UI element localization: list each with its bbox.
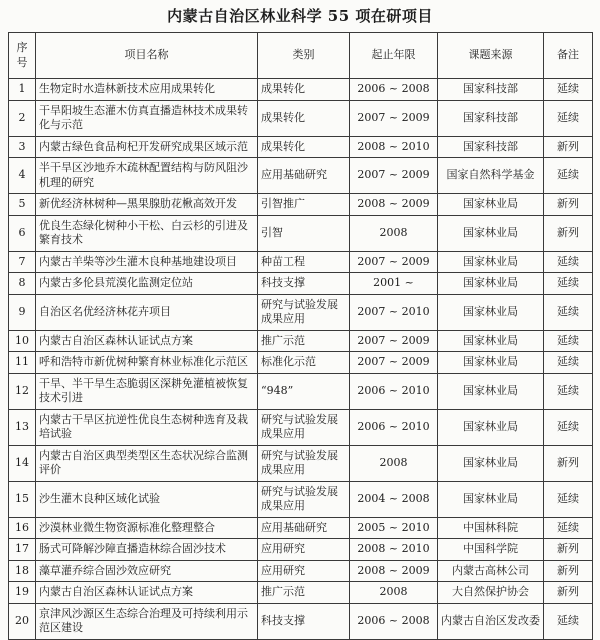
cell-category: 推广示范 [258,330,350,352]
header-note: 备注 [544,33,593,79]
cell-note: 延续 [544,158,593,194]
table-row [9,330,593,352]
cell-category: “948” [258,373,350,409]
table-row [9,539,593,561]
page-title: 内蒙古自治区林业科学 55 项在研项目 [167,7,433,25]
cell-note: 新列 [544,445,593,481]
cell-source: 国家林业局 [438,194,544,216]
cell-note: 新列 [544,194,593,216]
cell-note: 延续 [544,603,593,639]
cell-years: 2008 [350,445,438,481]
cell-source: 国家科技部 [438,100,544,136]
cell-seq: 16 [9,517,36,539]
cell-project-name: 内蒙古干旱区抗逆性优良生态树种选育及栽培试验 [36,409,258,445]
cell-project-name: 新优经济林树种—黑果腺肋花楸高效开发 [36,194,258,216]
header-source: 课题来源 [438,33,544,79]
cell-source: 国家林业局 [438,251,544,273]
cell-source: 国家林业局 [438,330,544,352]
cell-source: 国家林业局 [438,409,544,445]
cell-project-name: 干旱阳坡生态灌木仿真直播造林技术成果转化与示范 [36,100,258,136]
cell-project-name: 优良生态绿化树种小干松、白云杉的引进及繁育技术 [36,215,258,251]
cell-category: 成果转化 [258,79,350,101]
cell-note: 延续 [544,251,593,273]
cell-project-name: 自治区名优经济林花卉项目 [36,294,258,330]
cell-years: 2006 ~ 2008 [350,603,438,639]
cell-years: 2007 ~ 2009 [350,330,438,352]
cell-project-name: 沙生灌木良种区域化试验 [36,481,258,517]
cell-seq: 6 [9,215,36,251]
cell-category: 科技支撑 [258,603,350,639]
table-header-row [9,33,593,79]
cell-years: 2008 ~ 2010 [350,136,438,158]
cell-source: 国家自然科学基金 [438,158,544,194]
cell-note: 延续 [544,517,593,539]
cell-seq: 20 [9,603,36,639]
cell-seq: 17 [9,539,36,561]
cell-seq: 12 [9,373,36,409]
cell-years: 2006 ~ 2010 [350,409,438,445]
cell-source: 国家林业局 [438,273,544,295]
table-row [9,352,593,374]
table-row [9,603,593,639]
cell-source: 国家科技部 [438,79,544,101]
table-row [9,194,593,216]
cell-project-name: 肠式可降解沙障直播造林综合固沙技术 [36,539,258,561]
cell-project-name: 内蒙古自治区典型类型区生态状况综合监测评价 [36,445,258,481]
cell-seq: 18 [9,560,36,582]
table-row [9,481,593,517]
cell-source: 国家林业局 [438,294,544,330]
cell-source: 内蒙古自治区发改委 [438,603,544,639]
cell-years: 2007 ~ 2009 [350,100,438,136]
cell-note: 新列 [544,136,593,158]
cell-project-name: 干旱、半干旱生态脆弱区深耕免灌植被恢复技术引进 [36,373,258,409]
header-years: 起止年限 [350,33,438,79]
cell-note: 延续 [544,481,593,517]
table-row [9,582,593,604]
cell-project-name: 呼和浩特市新优树种繁育林业标准化示范区 [36,352,258,374]
cell-category: 应用研究 [258,539,350,561]
cell-note: 延续 [544,100,593,136]
cell-note: 新列 [544,582,593,604]
cell-years: 2001 ~ [350,273,438,295]
header-name: 项目名称 [36,33,258,79]
cell-project-name: 内蒙古羊柴等沙生灌木良种基地建设项目 [36,251,258,273]
table-row [9,273,593,295]
cell-seq: 14 [9,445,36,481]
cell-source: 大自然保护协会 [438,582,544,604]
table-row [9,294,593,330]
table-row [9,409,593,445]
cell-seq: 2 [9,100,36,136]
projects-table [8,32,593,640]
cell-source: 国家林业局 [438,445,544,481]
cell-category: 科技支撑 [258,273,350,295]
cell-note: 延续 [544,79,593,101]
cell-seq: 19 [9,582,36,604]
cell-category: 种苗工程 [258,251,350,273]
cell-source: 中国林科院 [438,517,544,539]
table-row [9,158,593,194]
cell-category: 研究与试验发展成果应用 [258,445,350,481]
cell-source: 中国科学院 [438,539,544,561]
cell-note: 延续 [544,352,593,374]
cell-years: 2008 ~ 2010 [350,539,438,561]
cell-years: 2006 ~ 2010 [350,373,438,409]
cell-category: 研究与试验发展成果应用 [258,481,350,517]
cell-source: 国家林业局 [438,481,544,517]
table-row [9,445,593,481]
cell-years: 2006 ~ 2008 [350,79,438,101]
cell-note: 延续 [544,373,593,409]
cell-seq: 10 [9,330,36,352]
cell-note: 延续 [544,409,593,445]
cell-project-name: 藻草灌乔综合固沙效应研究 [36,560,258,582]
cell-years: 2004 ~ 2008 [350,481,438,517]
cell-category: 应用基础研究 [258,517,350,539]
cell-source: 国家科技部 [438,136,544,158]
cell-category: 引智 [258,215,350,251]
cell-category: 标准化示范 [258,352,350,374]
cell-years: 2008 [350,582,438,604]
cell-source: 国家林业局 [438,373,544,409]
cell-years: 2007 ~ 2009 [350,158,438,194]
cell-note: 延续 [544,294,593,330]
table-row [9,373,593,409]
table-row [9,251,593,273]
cell-note: 新列 [544,539,593,561]
cell-seq: 15 [9,481,36,517]
cell-project-name: 京津风沙源区生态综合治理及可持续利用示范区建设 [36,603,258,639]
cell-source: 国家林业局 [438,215,544,251]
table-row [9,100,593,136]
table-row [9,517,593,539]
table-row [9,136,593,158]
cell-category: 应用基础研究 [258,158,350,194]
cell-years: 2008 ~ 2009 [350,560,438,582]
cell-category: 推广示范 [258,582,350,604]
cell-project-name: 生物定时水造林新技术应用成果转化 [36,79,258,101]
cell-years: 2007 ~ 2010 [350,294,438,330]
cell-note: 延续 [544,273,593,295]
cell-years: 2007 ~ 2009 [350,352,438,374]
cell-years: 2008 [350,215,438,251]
cell-seq: 4 [9,158,36,194]
cell-seq: 11 [9,352,36,374]
cell-note: 新列 [544,215,593,251]
cell-years: 2005 ~ 2010 [350,517,438,539]
cell-category: 成果转化 [258,100,350,136]
cell-project-name: 内蒙古自治区森林认证试点方案 [36,330,258,352]
cell-seq: 13 [9,409,36,445]
cell-seq: 8 [9,273,36,295]
cell-project-name: 半干旱区沙地乔木疏林配置结构与防风阻沙机理的研究 [36,158,258,194]
cell-note: 新列 [544,560,593,582]
cell-category: 应用研究 [258,560,350,582]
cell-seq: 3 [9,136,36,158]
cell-note: 延续 [544,330,593,352]
header-seq: 序号 [9,33,36,79]
cell-project-name: 内蒙古多伦县荒漠化监测定位站 [36,273,258,295]
cell-source: 内蒙古高林公司 [438,560,544,582]
cell-seq: 7 [9,251,36,273]
cell-source: 国家林业局 [438,352,544,374]
cell-category: 成果转化 [258,136,350,158]
cell-project-name: 内蒙古自治区森林认证试点方案 [36,582,258,604]
cell-category: 研究与试验发展成果应用 [258,409,350,445]
header-category: 类别 [258,33,350,79]
cell-seq: 5 [9,194,36,216]
cell-project-name: 沙漠林业微生物资源标准化整理整合 [36,517,258,539]
cell-seq: 9 [9,294,36,330]
cell-project-name: 内蒙古绿色食品枸杞开发研究成果区域示范 [36,136,258,158]
table-row [9,560,593,582]
cell-years: 2007 ~ 2009 [350,251,438,273]
cell-category: 研究与试验发展成果应用 [258,294,350,330]
cell-years: 2008 ~ 2009 [350,194,438,216]
cell-seq: 1 [9,79,36,101]
table-row [9,215,593,251]
table-row [9,79,593,101]
cell-category: 引智推广 [258,194,350,216]
